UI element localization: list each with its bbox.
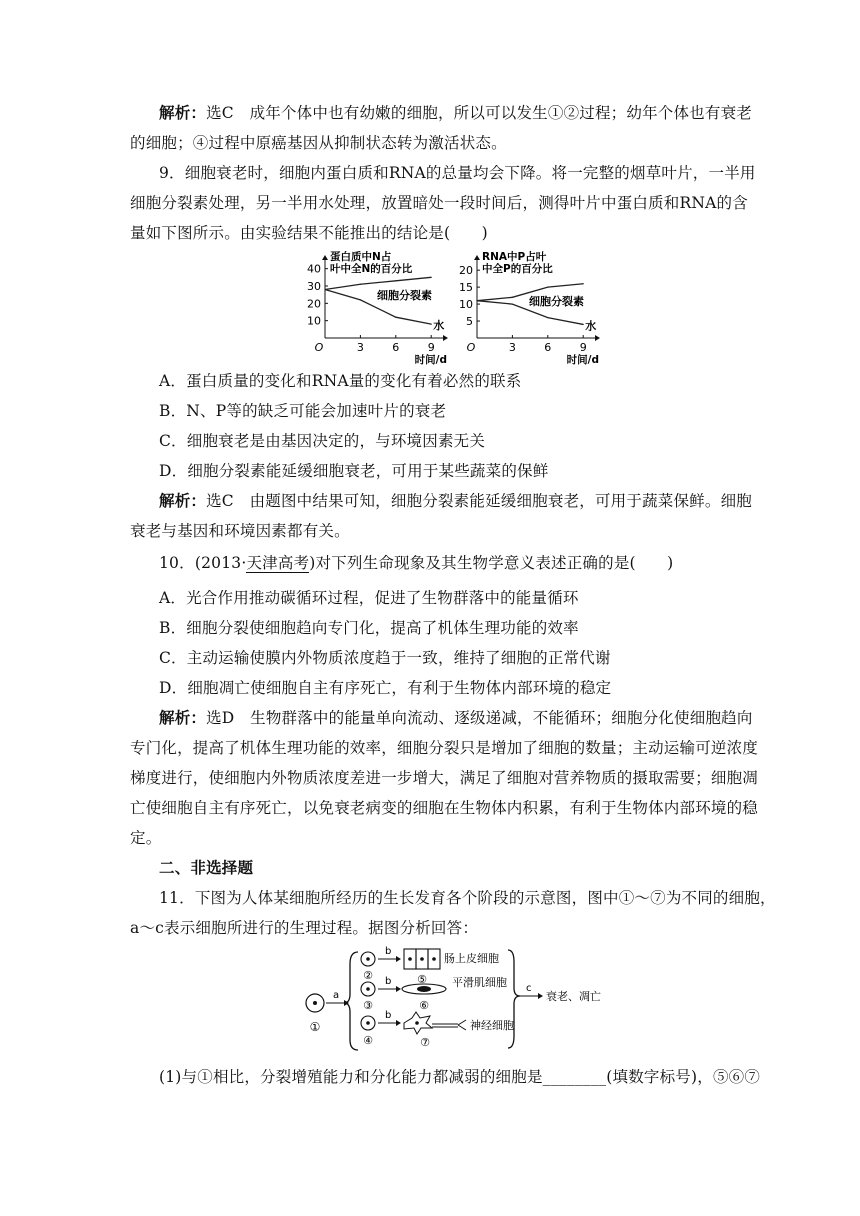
arrowhead-icon xyxy=(396,986,401,992)
q11-stem-line2: a～c表示细胞所进行的生理过程。据图分析回答： xyxy=(130,919,479,937)
x-tick-label: 3 xyxy=(356,341,364,354)
q9-analysis-line1 xyxy=(159,486,764,516)
senescence-label: 衰老、凋亡 xyxy=(546,990,601,1003)
q8-analysis-line2: 的细胞；④过程中原癌基因从抑制状态转为激活状态。 xyxy=(130,134,507,152)
data-point xyxy=(431,277,432,278)
q9-analysis-line2: 衰老与基因和环境因素都有关。 xyxy=(130,522,350,540)
q9-stem-line1: 9．细胞衰老时，细胞内蛋白质和RNA的总量均会下降。将一完整的烟草叶片，一半用 xyxy=(159,164,756,182)
series-label: 水 xyxy=(433,319,445,333)
cell-1-number: ① xyxy=(309,1020,321,1034)
q9-stem-line2: 细胞分裂素处理，另一半用水处理，放置暗处一段时间后，测得叶片中蛋白质和RNA的含 xyxy=(130,194,748,212)
data-point xyxy=(431,324,432,325)
cell-2-icon xyxy=(361,952,375,966)
q8-analysis-text: 选C 成年个体中也有幼嫩的细胞，所以可以发生①②过程；幼年个体也有衰老 xyxy=(206,104,752,122)
q9-option-d: D．细胞分裂素能延缓细胞衰老，可用于某些蔬菜的保鲜 xyxy=(159,462,549,480)
q10-analysis-line2: 专门化，提高了机体生理功能的效率，细胞分裂只是增加了细胞的数量；主动运输可逆浓度 xyxy=(130,739,759,757)
x-axis-arrow-icon xyxy=(443,335,448,341)
y-tick-label: 40 xyxy=(307,262,321,276)
right-brace-icon xyxy=(508,950,520,1048)
y-axis-arrow-icon xyxy=(474,255,480,260)
process-b3-label: b xyxy=(385,1010,392,1021)
q8-analysis-line1 xyxy=(159,98,764,128)
chart-title: 蛋白质中N占叶中全N的百分比 xyxy=(330,251,413,275)
q9-analysis-text: 选C 由题图中结果可知，细胞分裂素能延缓细胞衰老，可用于蔬菜保鲜。细胞 xyxy=(206,492,752,510)
q10-source-link[interactable]: 天津高考 xyxy=(246,554,310,572)
series-line xyxy=(325,277,431,289)
data-point xyxy=(476,300,477,301)
x-tick-label: 3 xyxy=(508,341,516,354)
series-label: 细胞分裂素 xyxy=(529,295,584,309)
data-point xyxy=(512,303,513,304)
data-point xyxy=(583,283,584,284)
data-point xyxy=(583,324,584,325)
q11-stem-line1: 11．下图为人体某细胞所经历的生长发育各个阶段的示意图，图中①～⑦为不同的细胞， xyxy=(159,889,776,907)
q10-option-b: B．细胞分裂使细胞趋向专门化，提高了机体生理功能的效率 xyxy=(159,619,579,637)
q9-option-b: B．N、P等的缺乏可能会加速叶片的衰老 xyxy=(159,402,447,420)
q10-analysis-line5: 定。 xyxy=(130,829,162,847)
y-tick-label: 30 xyxy=(307,280,321,293)
chart-rna-p xyxy=(452,250,602,365)
section-heading: 二、非选择题 xyxy=(159,858,254,877)
data-point xyxy=(360,284,361,285)
q11-subquestion-1: (1)与①相比，分裂增殖能力和分化能力都减弱的细胞是________(填数字标号)，⑤⑥⑦ xyxy=(159,1068,761,1086)
y-tick-label: 15 xyxy=(459,281,473,295)
q9-option-c: C．细胞衰老是由基因决定的，与环境因素无关 xyxy=(159,432,486,450)
q10-stem xyxy=(159,548,764,578)
q10-analysis-line1 xyxy=(159,703,764,733)
cell-6-number: ⑥ xyxy=(419,999,429,1012)
x-axis-label: 时间/d xyxy=(566,354,599,365)
intestinal-cell-label: 肠上皮细胞 xyxy=(444,952,499,965)
process-b1-label: b xyxy=(385,946,392,957)
q10-option-d: D．细胞凋亡使细胞自主有序死亡，有利于生物体内部环境的稳定 xyxy=(159,679,612,697)
x-tick-label: 9 xyxy=(427,341,435,354)
x-tick-label: 6 xyxy=(544,341,552,354)
neuron-label: 神经细胞 xyxy=(470,1019,514,1032)
q10-analysis-text: 选D 生物群落中的能量单向流动、逐级递减，不能循环；细胞分化使细胞趋向 xyxy=(206,709,753,727)
cell-2-number: ② xyxy=(363,969,373,982)
data-point xyxy=(395,317,396,318)
neuron-icon xyxy=(404,1012,466,1034)
analysis-label: 解析： xyxy=(159,491,207,510)
process-b2-label: b xyxy=(385,976,392,987)
x-tick-label: 6 xyxy=(392,341,400,354)
arrowhead-icon xyxy=(396,956,401,962)
cell-5-number: ⑤ xyxy=(417,973,427,986)
analysis-label: 解析： xyxy=(159,103,207,122)
q10-stem-text: )对下列生命现象及其生物学意义表述正确的是( ) xyxy=(309,554,674,572)
y-tick-label: 10 xyxy=(307,314,321,328)
data-point xyxy=(395,280,396,281)
process-c-label: c xyxy=(526,983,532,994)
q10-analysis-line3: 梯度进行，使细胞内外物质浓度差进一步增大，满足了细胞对营养物质的摄取需要；细胞凋 xyxy=(130,769,759,787)
origin-label: O xyxy=(466,341,476,354)
cell-4-icon xyxy=(361,1016,375,1030)
q9-stem-line3: 量如下图所示。由实验结果不能推出的结论是( ) xyxy=(130,224,488,242)
origin-label: O xyxy=(314,341,324,354)
x-axis-arrow-icon xyxy=(595,335,600,341)
q9-option-a: A．蛋白质量的变化和RNA量的变化有着必然的联系 xyxy=(159,372,522,390)
q10-number: 10．(2013· xyxy=(159,554,247,572)
chart-title: RNA中P占叶中全P的百分比 xyxy=(482,251,553,275)
process-a-label: a xyxy=(333,990,340,1001)
cell-7-number: ⑦ xyxy=(420,1036,430,1049)
brace-icon xyxy=(344,952,358,1050)
x-tick-label: 9 xyxy=(579,341,587,354)
data-point xyxy=(547,287,548,288)
y-tick-label: 10 xyxy=(459,298,473,312)
data-point xyxy=(360,299,361,300)
data-point xyxy=(547,317,548,318)
smooth-muscle-cell-label: 平滑肌细胞 xyxy=(452,976,507,989)
analysis-label: 解析： xyxy=(159,708,207,727)
cell-development-diagram xyxy=(300,944,630,1054)
q10-analysis-line4: 亡使细胞自主有序死亡，以免衰老病变的细胞在生物体内积累，有利于生物体内部环境的稳 xyxy=(130,799,759,817)
y-tick-label: 20 xyxy=(459,264,473,278)
cell-3-number: ③ xyxy=(363,999,373,1012)
x-axis-label: 时间/d xyxy=(414,354,447,365)
nucleus-icon xyxy=(313,1001,317,1005)
arrowhead-icon xyxy=(396,1020,401,1026)
cell-3-icon xyxy=(361,982,375,996)
cell-4-number: ④ xyxy=(363,1034,373,1047)
q10-option-a: A．光合作用推动碳循环过程，促进了生物群落中的能量循环 xyxy=(159,589,579,607)
data-point xyxy=(324,289,325,290)
series-label: 细胞分裂素 xyxy=(377,288,432,302)
chart-protein-n xyxy=(300,250,450,365)
y-tick-label: 5 xyxy=(466,315,473,329)
intestinal-cells-icon xyxy=(404,949,440,969)
data-point xyxy=(512,297,513,298)
arrowhead-icon xyxy=(538,993,543,999)
series-label: 水 xyxy=(585,319,597,333)
y-tick-label: 20 xyxy=(307,297,321,311)
q10-option-c: C．主动运输使膜内外物质浓度趋于一致，维持了细胞的正常代谢 xyxy=(159,649,611,667)
y-axis-arrow-icon xyxy=(322,255,328,260)
